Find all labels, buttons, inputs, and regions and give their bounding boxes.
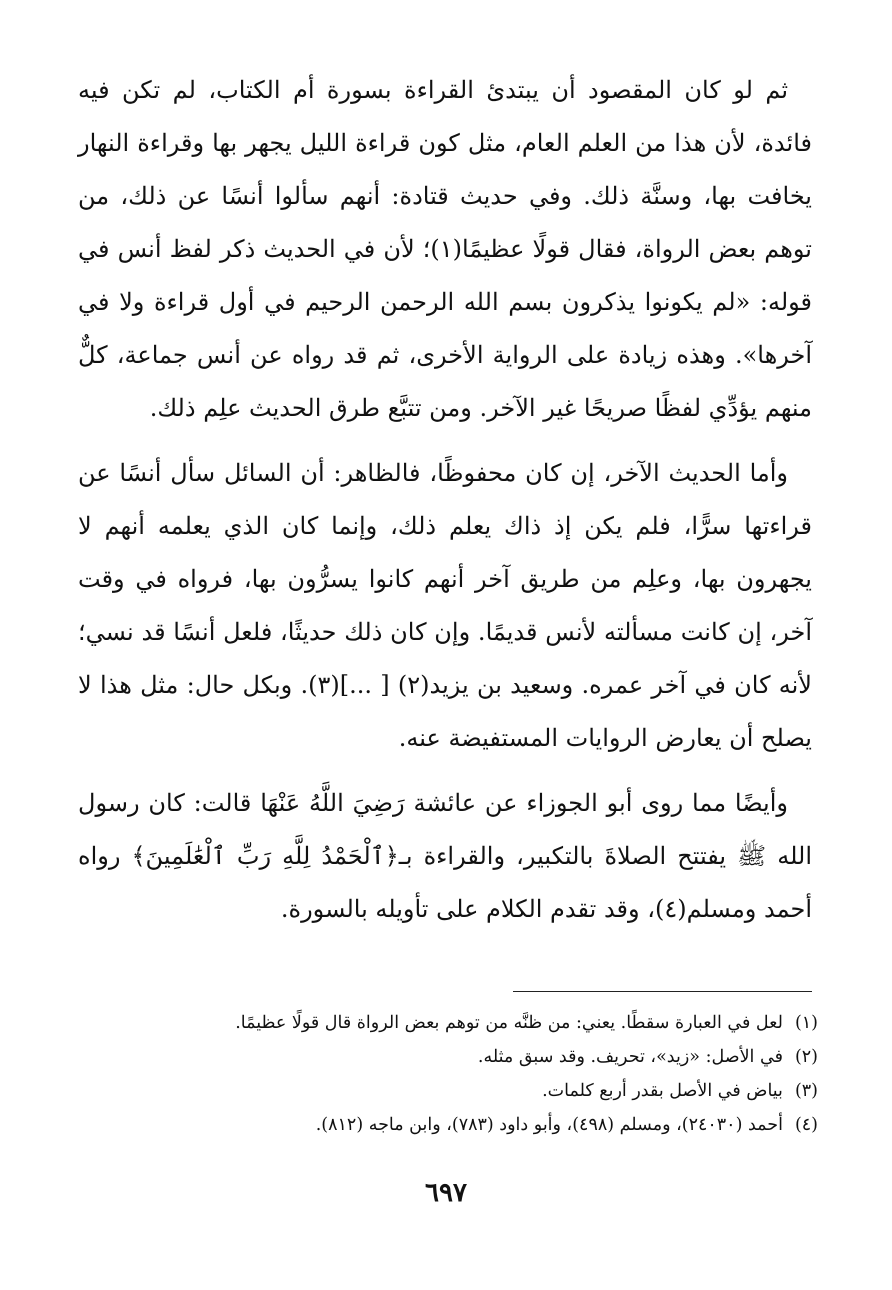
main-text (78, 64, 812, 936)
footnote-separator (513, 991, 812, 992)
paragraph-2: وأما الحديث الآخر، إن كان محفوظًا، فالظاهر: أن السائل سأل أنسًا عن قراءتها سرًّا، فلم يكن إذ ذاك يعلم ذلك، وإنما كان الذي يعلمه أنهم لا يجهرون بها، وعلِم من طريق آخر أنهم كانوا يسرُّون بها، فرواه في وقت آخر، إن كانت مسألته لأنس قديمًا. وإن كان ذلك حديثًا، فلعل أنسًا قد نسي؛ لأنه كان في آخر عمره. وسعيد بن يزيد(٢) [ ...](٣). وبكل حال: مثل هذا لا يصلح أن يعارض الروايات المستفيضة عنه. (78, 459, 812, 752)
footnote-3 (78, 1074, 818, 1108)
footnotes (78, 1006, 818, 1142)
footnote-text: بياض في الأصل بقدر أربع كلمات. (542, 1081, 783, 1101)
footnote-4 (78, 1108, 818, 1142)
footnote-number: (٢) (794, 1047, 818, 1067)
footnote-1 (78, 1006, 818, 1040)
footnote-2 (78, 1040, 818, 1074)
footnote-number: (٣) (794, 1081, 818, 1101)
paragraph-1: ثم لو كان المقصود أن يبتدئ القراءة بسورة أم الكتاب، لم تكن فيه فائدة، لأن هذا من العلم العام، مثل كون قراءة الليل يجهر بها وقراءة النهار يخافت بها، وسنَّة ذلك. وفي حديث قتادة: أنهم سألوا أنسًا عن ذلك، من توهم بعض الرواة، فقال قولًا عظيمًا(١)؛ لأن في الحديث ذكر لفظ أنس في قوله: «لم يكونوا يذكرون بسم الله الرحمن الرحيم في أول قراءة ولا في آخرها». وهذه زيادة على الرواية الأخرى، ثم قد رواه عن أنس جماعة، كلٌّ منهم يؤدِّي لفظًا صريحًا غير الآخر. ومن تتبَّع طرق الحديث علِم ذلك. (78, 76, 812, 422)
page-number: ٦٩٧ (425, 1178, 467, 1208)
footnote-text: في الأصل: «زيد»، تحريف. وقد سبق مثله. (477, 1047, 783, 1067)
paragraph-3: وأيضًا مما روى أبو الجوزاء عن عائشة رَضِيَ اللَّهُ عَنْهَا قالت: كان رسول الله ﷺ يفتتح الصلاةَ بالتكبير، والقراءة بـ﴿ٱلْحَمْدُ لِلَّهِ رَبِّ ٱلْعَٰلَمِينَ﴾ رواه أحمد ومسلم(٤)، وقد تقدم الكلام على تأويله بالسورة. (78, 789, 812, 923)
footnote-text: أحمد (٢٤٠٣٠)، ومسلم (٤٩٨)، وأبو داود (٧٨٣)، وابن ماجه (٨١٢). (315, 1115, 783, 1135)
footnote-number: (٤) (794, 1115, 818, 1135)
footnote-text: لعل في العبارة سقطًا. يعني: من ظنَّه من توهم بعض الرواة قال قولًا عظيمًا. (235, 1013, 783, 1033)
footnote-number: (١) (794, 1013, 818, 1033)
